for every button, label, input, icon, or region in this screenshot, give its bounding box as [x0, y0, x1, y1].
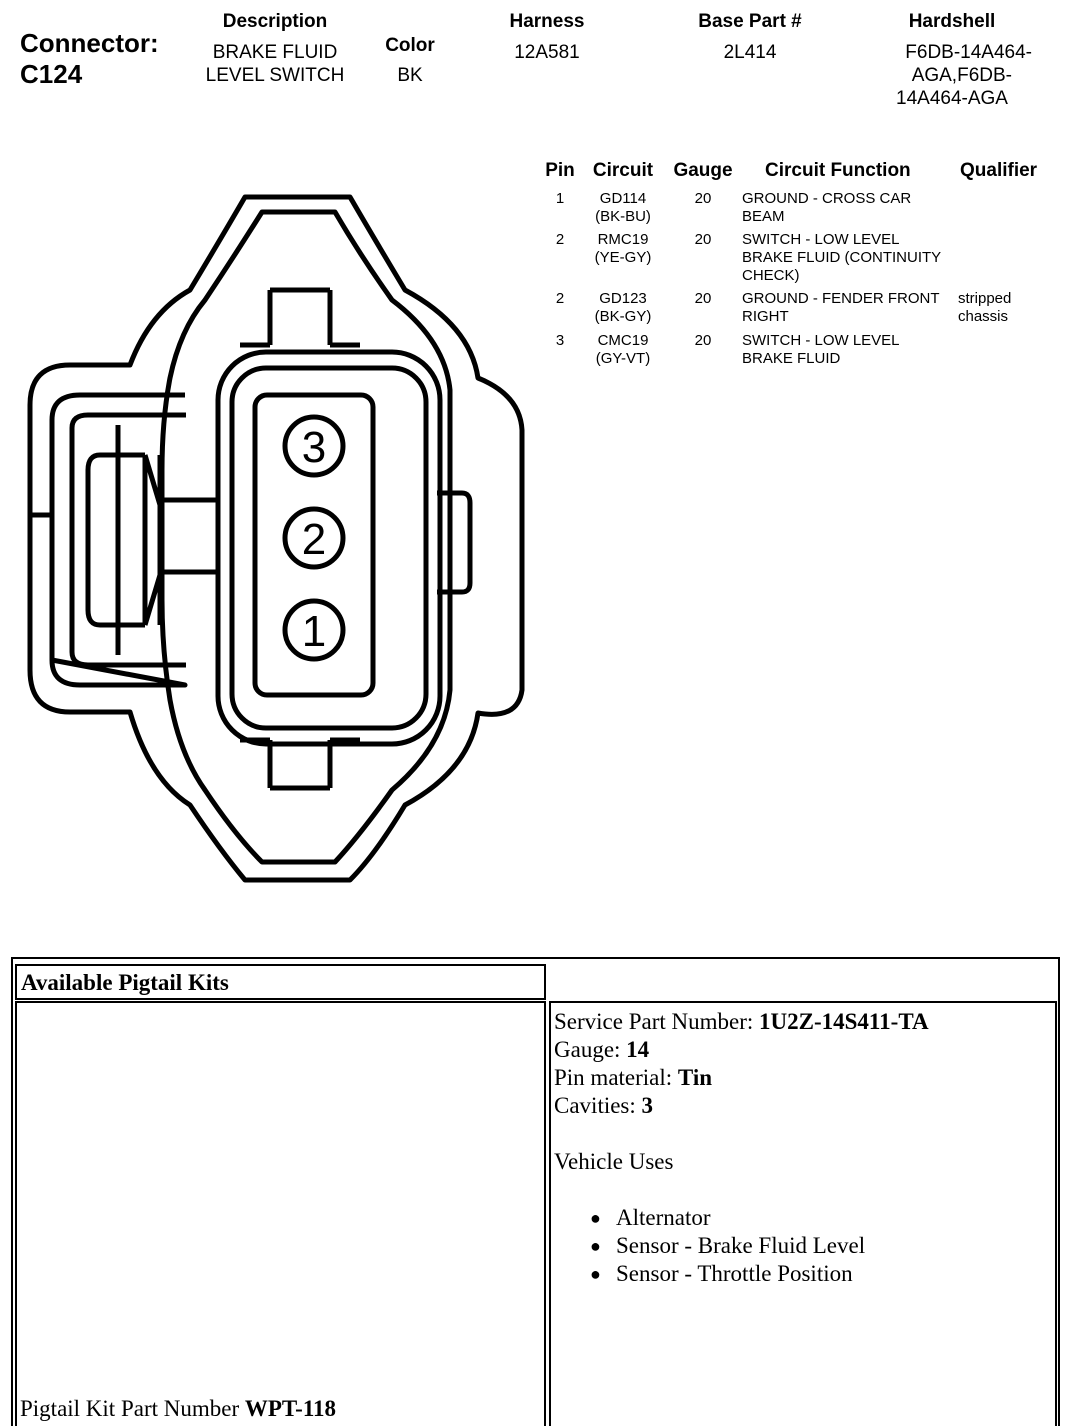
circuit-color: (GY-VT): [595, 350, 651, 367]
circuit-id: GD114: [599, 190, 647, 207]
circuit-gauge: 20: [694, 231, 712, 248]
bullet-icon: ●: [590, 1208, 601, 1228]
qualifier-header: Qualifier: [960, 160, 1038, 181]
pigtail-kit-part-number: Pigtail Kit Part Number WPT-118: [20, 1396, 337, 1421]
gauge-header: Gauge: [673, 160, 733, 181]
base-part-header: Base Part #: [698, 11, 802, 32]
list-item: ● Sensor - Brake Fluid Level: [590, 1233, 866, 1258]
hardshell-line1: F6DB-14A464-: [905, 42, 1032, 63]
base-part-value: 2L414: [723, 42, 777, 63]
gauge-value: Gauge: 14: [554, 1037, 650, 1062]
pin-header: Pin: [545, 160, 575, 181]
pin-number: 1: [555, 190, 565, 207]
color-header: Color: [385, 35, 435, 56]
circuit-id: RMC19: [597, 231, 649, 248]
circuit-header: Circuit: [592, 160, 654, 181]
pigtail-left-cell: [15, 1001, 546, 1426]
bullet-icon: ●: [590, 1264, 601, 1284]
circuit-color: (BK-BU): [595, 208, 651, 225]
connector-id: C124: [20, 59, 83, 89]
cavities: Cavities: 3: [554, 1093, 654, 1118]
service-part-number: Service Part Number: 1U2Z-14S411-TA: [554, 1009, 929, 1034]
pin-2-label: 2: [301, 515, 327, 564]
circuit-function-line1: GROUND - CROSS CAR: [742, 190, 912, 207]
pin-number: 2: [555, 231, 565, 248]
hardshell-line3: 14A464-AGA: [896, 88, 1008, 109]
hardshell-header: Hardshell: [908, 11, 996, 32]
circuit-gauge: 20: [694, 332, 712, 349]
circuit-function-line2: BEAM: [742, 208, 785, 225]
vehicle-uses-list: [590, 1204, 929, 1288]
bullet-icon: ●: [590, 1236, 601, 1256]
qualifier-line2: chassis: [958, 308, 1009, 325]
pin-number: 3: [555, 332, 565, 349]
description-line2: LEVEL SWITCH: [205, 65, 345, 86]
vehicle-uses-label: Vehicle Uses: [554, 1149, 674, 1174]
circuit-function-line3: CHECK): [742, 267, 800, 284]
pin-material: Pin material: Tin: [554, 1065, 713, 1090]
pigtail-details-cell: [549, 1001, 1057, 1426]
circuit-function-line1: SWITCH - LOW LEVEL: [742, 231, 900, 248]
description-line1: BRAKE FLUID: [212, 42, 338, 63]
color-value: BK: [397, 65, 423, 86]
circuit-color: (BK-GY): [594, 308, 652, 325]
description-header: Description: [222, 11, 328, 32]
circuit-function-line2: BRAKE FLUID: [742, 350, 841, 367]
circuit-gauge: 20: [694, 190, 712, 207]
circuit-function-header: Circuit Function: [765, 160, 911, 181]
circuit-id: CMC19: [597, 332, 649, 349]
list-item: ● Alternator: [590, 1205, 711, 1230]
circuit-function-line1: SWITCH - LOW LEVEL: [742, 332, 900, 349]
list-item: ● Sensor - Throttle Position: [590, 1261, 853, 1286]
harness-header: Harness: [509, 11, 585, 32]
qualifier-line1: stripped: [958, 290, 1012, 307]
circuit-function-line2: RIGHT: [742, 308, 789, 325]
connector-label: Connector:: [20, 28, 159, 58]
circuit-function-line1: GROUND - FENDER FRONT: [742, 290, 940, 307]
pin-1-label: 1: [301, 607, 327, 656]
pin-circles: [285, 417, 343, 659]
circuit-color: (YE-GY): [594, 249, 652, 266]
connector-face-diagram: [0, 180, 540, 900]
circuit-id: GD123: [599, 290, 647, 307]
hardshell-line2: AGA,F6DB-: [911, 65, 1012, 86]
harness-value: 12A581: [514, 42, 580, 63]
pigtail-title-cell: [15, 964, 546, 1000]
circuit-function-line2: BRAKE FLUID (CONTINUITY: [742, 249, 942, 266]
pin-number: 2: [555, 290, 565, 307]
pigtail-title: Available Pigtail Kits: [21, 970, 229, 995]
pin-3-label: 3: [301, 423, 327, 472]
circuit-gauge: 20: [694, 290, 712, 307]
